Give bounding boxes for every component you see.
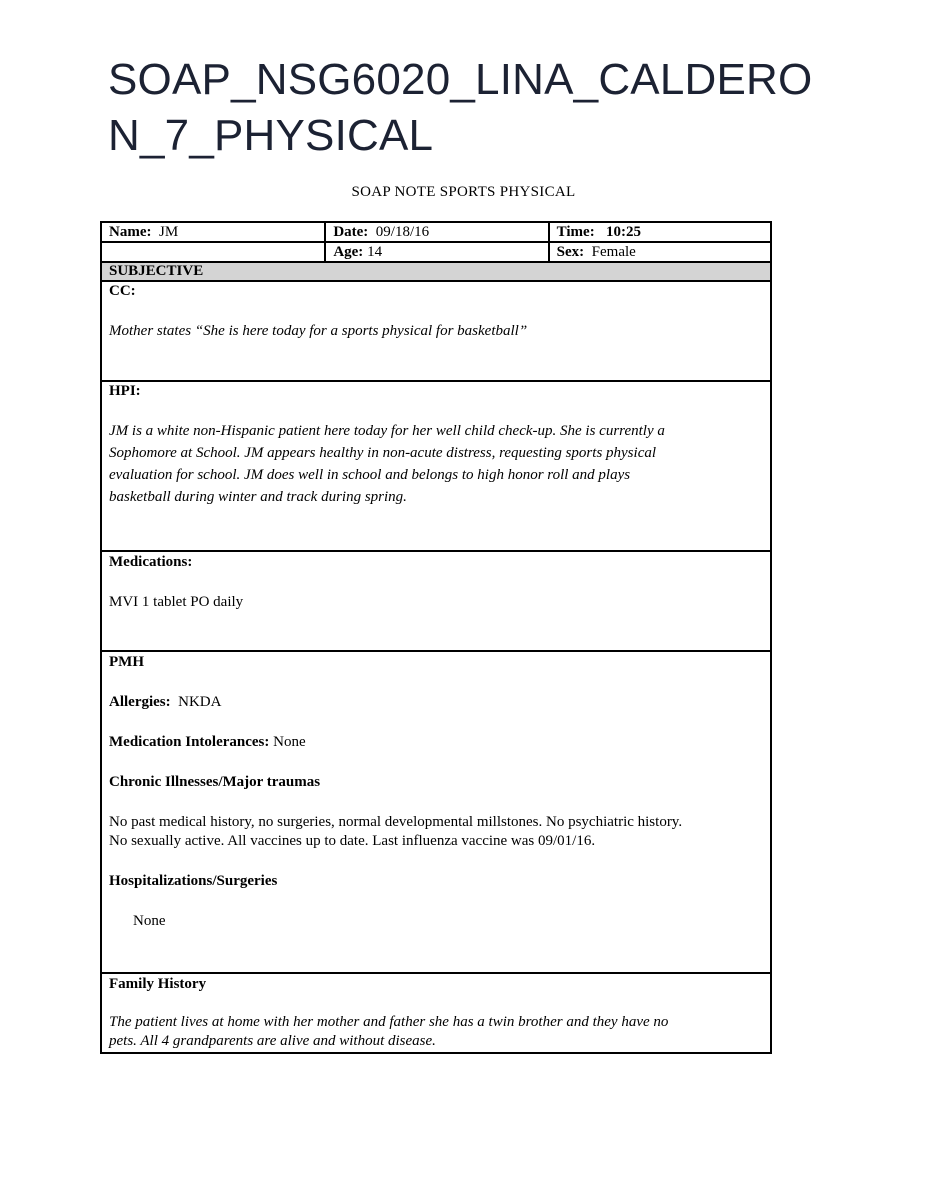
hpi-line: JM is a white non-Hispanic patient here today for her well child check-up. She is currently a (109, 423, 665, 439)
cc-text: Mother states “She is here today for a sports physical for basketball” (109, 323, 528, 339)
date-cell (325, 222, 548, 242)
chronic-line: No sexually active. All vaccines up to date. Last influenza vaccine was 09/01/16. (109, 833, 596, 849)
medications-row (101, 551, 771, 651)
sex-cell (549, 242, 771, 262)
intolerances-label: Medication Intolerances: (109, 734, 270, 750)
hpi-line: evaluation for school. JM does well in school and belongs to high honor roll and plays (109, 467, 631, 483)
sex-label: Sex: (556, 244, 585, 260)
time-cell (549, 222, 771, 242)
header-row-1 (101, 222, 771, 242)
cc-label: CC: (109, 283, 136, 299)
name-value: JM (158, 224, 179, 240)
time-value: 10:25 (605, 224, 641, 240)
soap-form-table (100, 221, 772, 1054)
chronic-text (109, 813, 770, 851)
hpi-row (101, 381, 771, 551)
allergies-value: NKDA (178, 694, 222, 710)
pmh-heading: PMH (109, 654, 144, 670)
intolerances-value: None (273, 734, 306, 750)
allergies-label: Allergies: (109, 694, 171, 710)
hospitalizations-value: None (133, 913, 166, 929)
header-row-2 (101, 242, 771, 262)
subjective-heading: SUBJECTIVE (101, 262, 771, 281)
pmh-section (101, 651, 771, 973)
medications-section (101, 551, 771, 651)
hpi-section (101, 381, 771, 551)
date-label: Date: (333, 224, 369, 240)
family-history-line: pets. All 4 grandparents are alive and without disease. (109, 1033, 436, 1049)
name-cell (101, 222, 325, 242)
date-value: 09/18/16 (375, 224, 430, 240)
chronic-label: Chronic Illnesses/Major traumas (109, 774, 321, 790)
hpi-text (109, 420, 770, 508)
hospitalizations-label: Hospitalizations/Surgeries (109, 873, 278, 889)
name-label: Name: (109, 224, 152, 240)
time-label: Time: (556, 224, 595, 240)
document-title (108, 52, 828, 164)
age-label: Age: (333, 244, 364, 260)
age-value: 14 (367, 244, 383, 260)
document-title-line-2: N_7_PHYSICAL (108, 111, 434, 160)
chronic-line: No past medical history, no surgeries, normal developmental millstones. No psychiatric history. (109, 814, 683, 830)
medications-text: MVI 1 tablet PO daily (109, 594, 244, 610)
cc-row (101, 281, 771, 381)
hpi-line: Sophomore at School. JM appears healthy in non-acute distress, requesting sports physical (109, 445, 657, 461)
family-history-section (101, 973, 771, 1053)
sex-value: Female (591, 244, 636, 260)
age-cell (325, 242, 548, 262)
family-history-text (109, 1013, 770, 1051)
intolerances-line (109, 733, 770, 752)
document-subtitle: SOAP NOTE SPORTS PHYSICAL (351, 184, 576, 200)
family-history-heading: Family History (109, 976, 207, 992)
document-title-line-1: SOAP_NSG6020_LINA_CALDERO (108, 55, 813, 104)
family-history-line: The patient lives at home with her mother and father she has a twin brother and they have no (109, 1014, 669, 1030)
hpi-label: HPI: (109, 383, 141, 399)
allergies-line (109, 693, 770, 712)
empty-cell (101, 242, 325, 262)
pmh-row (101, 651, 771, 973)
family-history-row (101, 973, 771, 1053)
hpi-line: basketball during winter and track during spring. (109, 489, 407, 505)
cc-section (101, 281, 771, 381)
subjective-heading-row (101, 262, 771, 281)
medications-label: Medications: (109, 554, 193, 570)
